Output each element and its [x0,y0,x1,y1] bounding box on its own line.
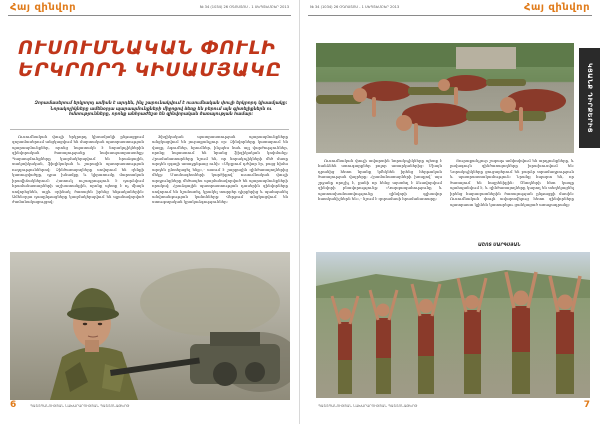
divider [10,129,289,130]
section-tab-label: ԿՅԱՆՔ ԴԻՐՔԵՐԻՑ [585,62,594,134]
article-lead: Զորամասերում երկրորդ ամիսն է արդեն, ինչ շարունակվում է ուսումնական փուլի երկրորդ կիսամյակը։ Նորակոչիկները ամենօրյա պարապմունքների միջոցով ձեռք են բերում այն գիտելիքներն ու հմտությունները, որոնք անհրաժեշտ են զինվորական ծառայության համար։ [34,100,288,116]
page-footer: ՊԱՇՏՊԱՆՈՒԹՅԱՆ ՆԱԽԱՐԱՐՈՒԹՅԱՆ ՊԱՇՏՈՆԱԹԵՐԹ [30,404,130,408]
right-page [300,0,600,424]
left-header [8,2,291,16]
paragraph: Ֆիզիկական պատրաստության պարապմունքները անցկացվում են յուրաքանչյուր օր։ Զինվորները կատարում են վազք, ձգումներ, հրումներ, ինչպես նաև այլ վարժություններ, որոնք նպաստում են նրանց ֆիզիկական կոփմանը։ Հրամանատարները նշում են, որ նորակոչիկների մեծ մասը արդեն զգալի առաջընթաց ունի։ «Սկզբում դժվար էր, բայց հիմա արդեն ընտելացել ենք»,- ասում է շարքային զինծառայողներից մեկը։ Մասնագետների կարծիքով՝ ուսումնական փուլի արդյունքները մեծապես պայմանավորված են պարապմունքների որակով։ Հրաձգային պատրաստության դասերին զինվորները սովորում են նշանառել, կրակել տարբեր դիրքերից և պահպանել անվտանգության կանոնները։ Վերջում անցկացվում են ստուգողական կրակաձգություններ։ [152,134,288,205]
paragraph: Յուրաքանչյուր շաբաթ ամփոփվում են արդյունքները, և լավագույն զինծառայողները խրախուսվում են։ Նորակոչիկները ցուցաբերում են բարձր տրամադրություն և պատրաստակամություն։ Նրանք հպարտ են, որ ծառայում են հայրենիքին։ Ծնողների հետ կապը պահպանվում է, և զինծառայողները կարող են տեղեկացնել իրենց հարազատներին ծառայության ընթացքի մասին։ Ուսումնական փուլն ավարտվելուց հետո զինվորները պատրաստ կլինեն կատարելու ցանկացած առաջադրանք։ [450,158,574,207]
article-title [18,37,288,81]
page-footer: ՊԱՇՏՊԱՆՈՒԹՅԱՆ ՆԱԽԱՐԱՐՈՒԹՅԱՆ ՊԱՇՏՈՆԱԹԵՐԹ [318,404,418,408]
text-column-2 [152,134,288,250]
title-line-1: ՈՒՍՈՒՄՆԱԿԱՆ ՓՈՒԼԻ [18,37,276,59]
title-line-2: ԵՐԿՐՈՐԴ ԿԻՍԱՄՅԱԿԸ [18,59,282,81]
magazine-logo: Հայ զինվոր [10,2,77,13]
paragraph: Ուսումնական փուլի երկրորդ կիսամյակի ընթացքում զորամասերում անցկացվում են մարտական պատրաստության պարապմունքներ, որոնց նպատակն է նորակոչիկներին զինվորական ծառայությանը նախապատրաստելը։ Պարապմունքները կազմակերպվում են հրաձգային, տակտիկական, ֆիզիկական և շարային պատրաստության ուղղություններով։ Զինծառայողները սովորում են զենքի կառուցվածքը, դրա խնամքը և կիրառումը մարտական իրավիճակներում։ Հատուկ ուշադրություն է դարձվում հրամանատարների աշխատանքին, որոնք պետք է ոչ միայն սովորեցնեն, այլև օրինակ ծառայեն իրենց ենթականերին։ Ամենօրյա դասընթացները կազմակերպվում են պլանավորված ժամանակացույցով։ [12,134,144,205]
text-column-4 [450,158,574,238]
author-name: ԱՇՈՏ ՍԱՐԳՍՅԱՆ [478,242,521,247]
soldier-portrait-photo [10,252,290,400]
soldiers-pushups-photo [316,43,574,153]
paragraph: Ուսումնական փուլի ավարտին նորակոչիկները պետք է հանձնեն ստուգարքներ բոլոր առարկաներից։ Միայն դրանից հետո նրանք կմեկնեն իրենց հերթական ծառայության վայրերը։ Հրամանատարների խոսքով՝ այս շրջանը որոշիչ է, քանի որ հենց այստեղ է ձևավորվում զինվորի բնավորությունը։ «Կարգապահությունը և պատասխանատվությունը զինվորի գլխավոր հատկանիշներն են»,- նշում է զորամասի հրամանատարը։ [318,158,442,202]
page-number: 7 [583,400,590,410]
section-tab [579,48,600,148]
page-number: 6 [10,400,17,410]
text-column-3 [318,158,442,258]
text-column-1 [12,134,144,250]
right-header [308,2,592,16]
soldiers-exercise-photo [316,252,590,398]
magazine-logo: Հայ զինվոր [523,2,590,13]
issue-info: № 34 (1034) 26 ՕԳՈՍՏՈՍ - 1 ՍԵՊՏԵՄԲԵՐ 2013 [310,5,400,9]
issue-info: № 34 (1034) 26 ՕԳՈՍՏՈՍ - 1 ՍԵՊՏԵՄԲԵՐ 2013 [199,5,289,9]
